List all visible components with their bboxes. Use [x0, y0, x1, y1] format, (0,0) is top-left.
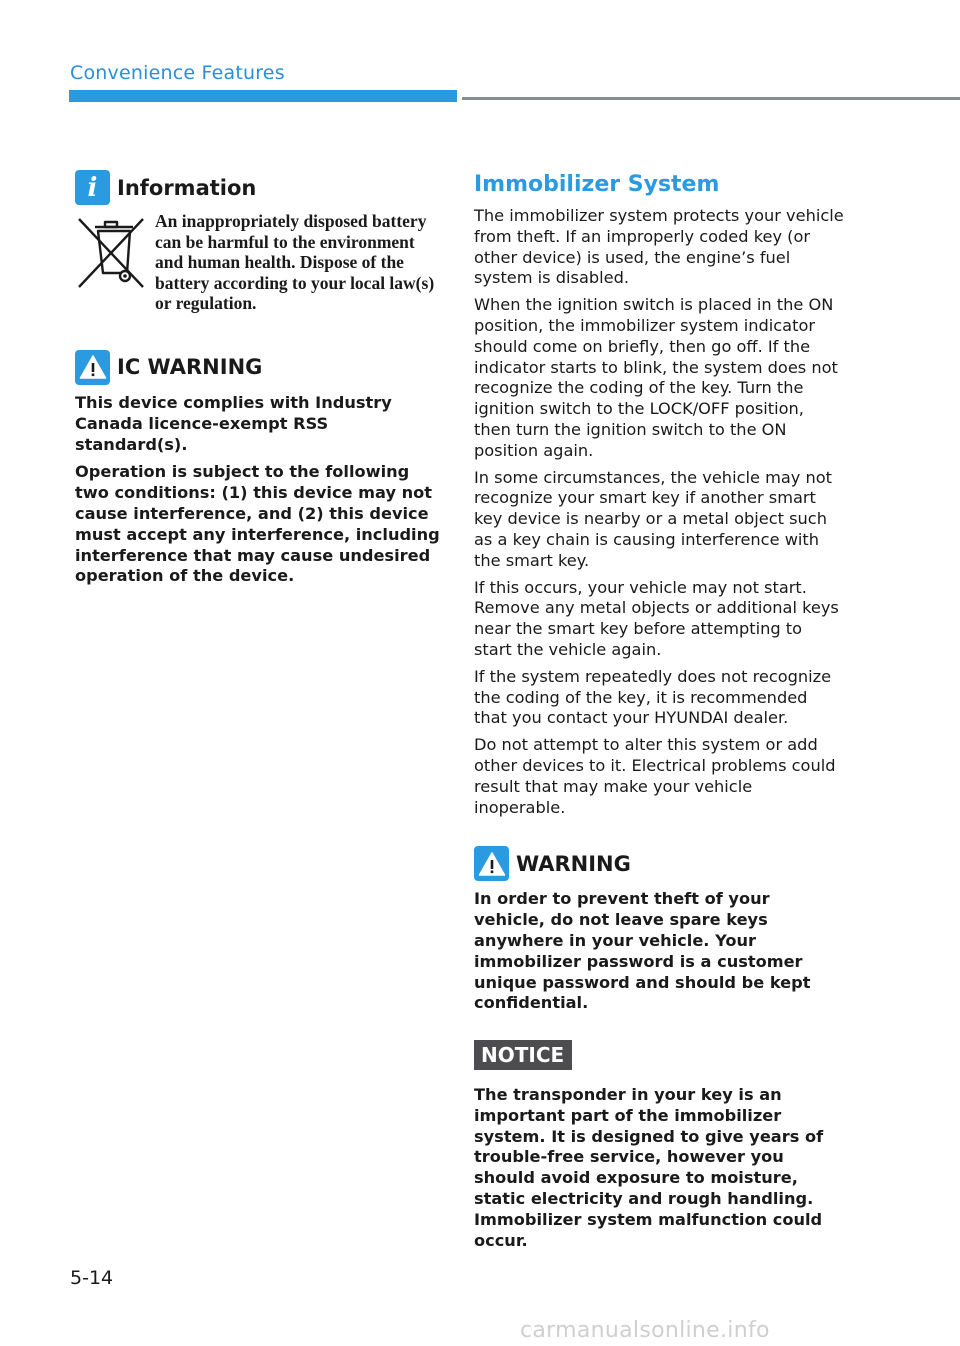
warning-title: WARNING: [516, 851, 631, 876]
notice-box: [474, 1040, 844, 1251]
body-paragraph: Do not attempt to alter this system or add other devices to it. Electrical problems could result that may make your vehicle inoperable.: [474, 735, 836, 817]
notice-label: NOTICE: [474, 1040, 572, 1070]
body-paragraph: In some circumstances, the vehicle may not recognize your smart key if another smart key device is nearby or a metal object such as a key chain is causing interference with the smart key.: [474, 467, 832, 570]
body-paragraph: If this occurs, your vehicle may not start. Remove any metal objects or additional keys near the smart key before attempting to start the vehicle again.: [474, 577, 839, 659]
warning-header: [474, 846, 844, 881]
ic-warning-title: IC WARNING: [117, 355, 263, 380]
info-icon: i: [75, 170, 110, 205]
page-number: 5-14: [70, 1267, 114, 1289]
warning-text: In order to prevent theft of your vehicle, do not leave spare keys anywhere in your vehicle. Your immobilizer password is a customer unique password and should be kept confidential.: [474, 889, 811, 1013]
body-paragraph: If the system repeatedly does not recognize the coding of the key, it is recommended that you contact your HYUNDAI dealer.: [474, 666, 832, 728]
information-body: [75, 211, 440, 314]
warning-box: [474, 846, 844, 1014]
information-text: An inappropriately disposed battery can be harmful to the environment and human health. Dispose of the battery according to your local law(s) or regulation.: [155, 211, 435, 314]
watermark: carmanualsonline.info: [520, 1318, 770, 1343]
body-paragraph: When the ignition switch is placed in the ON position, the immobilizer system indicator should come on briefly, then go off. If the indicator starts to blink, the system does not recognize the coding of the key. Turn the ignition switch to the LOCK/OFF position, then turn the ignition switch to the ON position again.: [474, 295, 838, 460]
ic-warning-paragraph: This device complies with Industry Canada licence-exempt RSS standard(s).: [75, 392, 392, 454]
header-accent-bar: [69, 90, 457, 102]
warning-triangle-icon: [75, 350, 110, 385]
warning-triangle-icon: [474, 846, 509, 881]
right-column: [474, 172, 844, 1258]
information-box: [75, 170, 440, 314]
section-title: Immobilizer System: [474, 172, 720, 197]
notice-text: The transponder in your key is an important part of the immobilizer system. It is designed to give years of trouble-free service, however you should avoid exposure to moisture, static electricity and rough handling. Immobilizer system malfunction could occur.: [474, 1085, 824, 1250]
crossed-out-wheelie-bin-icon: [75, 213, 147, 291]
header-rule: [462, 97, 960, 100]
ic-warning-paragraph: Operation is subject to the following two conditions: (1) this device may not cause interference, and (2) this device must accept any interference, including interference that may cause undesired operation of the device.: [75, 462, 440, 586]
information-header: [75, 170, 440, 205]
left-column: [75, 170, 440, 594]
information-title: Information: [117, 175, 257, 200]
ic-warning-header: [75, 350, 440, 385]
chapter-title: Convenience Features: [70, 62, 285, 84]
body-paragraph: The immobilizer system protects your vehicle from theft. If an improperly coded key (or other device) is used, the engine’s fuel system is disabled.: [474, 206, 844, 288]
ic-warning-box: [75, 350, 440, 587]
